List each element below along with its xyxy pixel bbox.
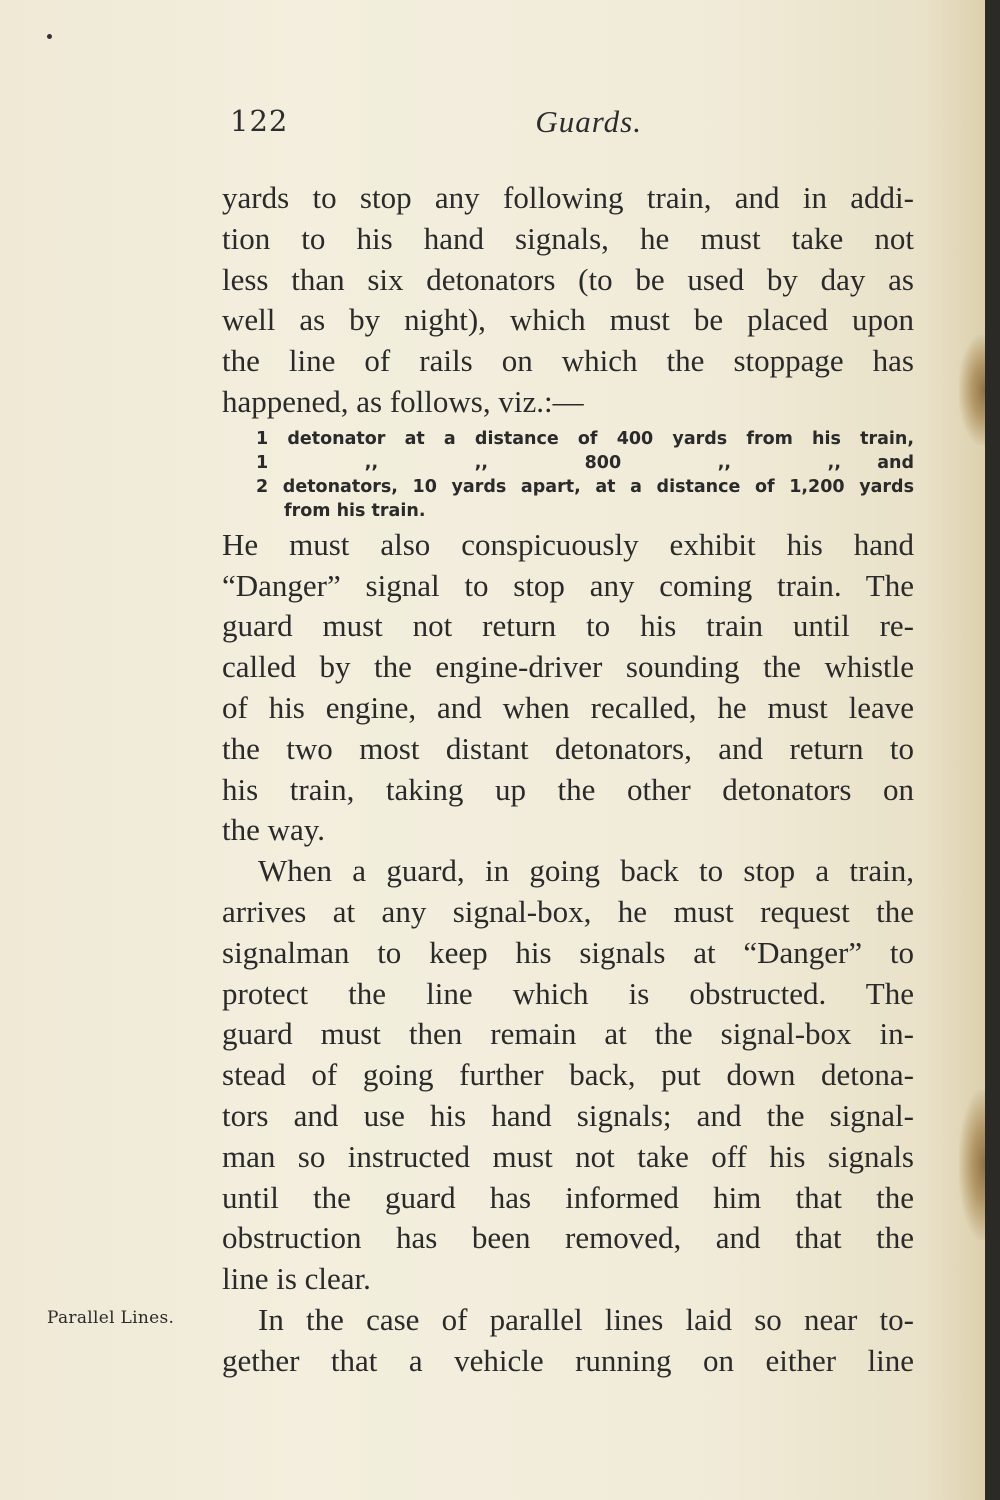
text-line: yards to stop any following train, and in addi- <box>222 180 914 215</box>
text-line: less than six detonators (to be used by day as <box>222 261 914 297</box>
text-line: the way. <box>222 812 326 848</box>
text-line: He must also conspicuously exhibit his hand <box>222 526 914 562</box>
list-item: 1 ,, ,, 800 ,, ,, and <box>256 452 914 473</box>
text-line: the line of rails on which the stoppage has <box>222 343 914 379</box>
text-line: stead of going further back, put down detona- <box>222 1057 914 1093</box>
list-item: 2 detonators, 10 yards apart, at a distance of 1,200 yards <box>256 476 914 497</box>
text-line: man so instructed must not take off his signals <box>222 1138 914 1174</box>
paragraph-4 <box>222 1300 914 1382</box>
paragraph-3 <box>222 851 914 1300</box>
detonator-list <box>256 427 914 523</box>
text-line: called by the engine-driver sounding the whistle <box>222 649 914 685</box>
text-line: the two most distant detonators, and return to <box>222 730 914 766</box>
text-line: line is clear. <box>222 1261 371 1297</box>
list-item: 1 detonator at a distance of 400 yards from his train, <box>256 428 914 449</box>
paragraph-2 <box>222 525 914 851</box>
page-edge-stain <box>959 1090 985 1240</box>
body-text <box>222 178 914 1382</box>
text-line: tors and use his hand signals; and the signal- <box>222 1097 914 1133</box>
text-line: guard must not return to his train until re- <box>222 608 914 644</box>
text-line: guard must then remain at the signal-box in- <box>222 1016 914 1052</box>
page-edge-stain <box>959 335 985 445</box>
text-line: obstruction has been removed, and that the <box>222 1220 914 1256</box>
text-line: happened, as follows, viz.:— <box>222 383 584 419</box>
text-line: When a guard, in going back to stop a train, <box>258 853 914 889</box>
text-line: “Danger” signal to stop any coming train. The <box>222 567 914 603</box>
running-header <box>230 104 642 144</box>
text-line: until the guard has informed him that the <box>222 1179 914 1215</box>
text-line: arrives at any signal-box, he must request the <box>222 893 914 929</box>
paragraph-1 <box>222 178 914 423</box>
text-line: In the case of parallel lines laid so near to- <box>258 1301 914 1337</box>
text-line: his train, taking up the other detonators on <box>222 771 914 807</box>
text-line: gether that a vehicle running on either line <box>222 1342 914 1378</box>
text-line: signalman to keep his signals at “Danger” to <box>222 934 914 970</box>
list-item-continuation: from his train. <box>284 500 426 521</box>
text-line: well as by night), which must be placed upon <box>222 302 914 338</box>
running-title: Guards. <box>535 104 642 139</box>
margin-note-parallel-lines: Parallel Lines. <box>47 1308 175 1328</box>
ink-dot <box>47 34 52 39</box>
page-number: 122 <box>230 104 289 138</box>
text-line: of his engine, and when recalled, he must leave <box>222 689 914 725</box>
text-line: tion to his hand signals, he must take not <box>222 220 914 256</box>
text-line: protect the line which is obstructed. The <box>222 975 914 1011</box>
